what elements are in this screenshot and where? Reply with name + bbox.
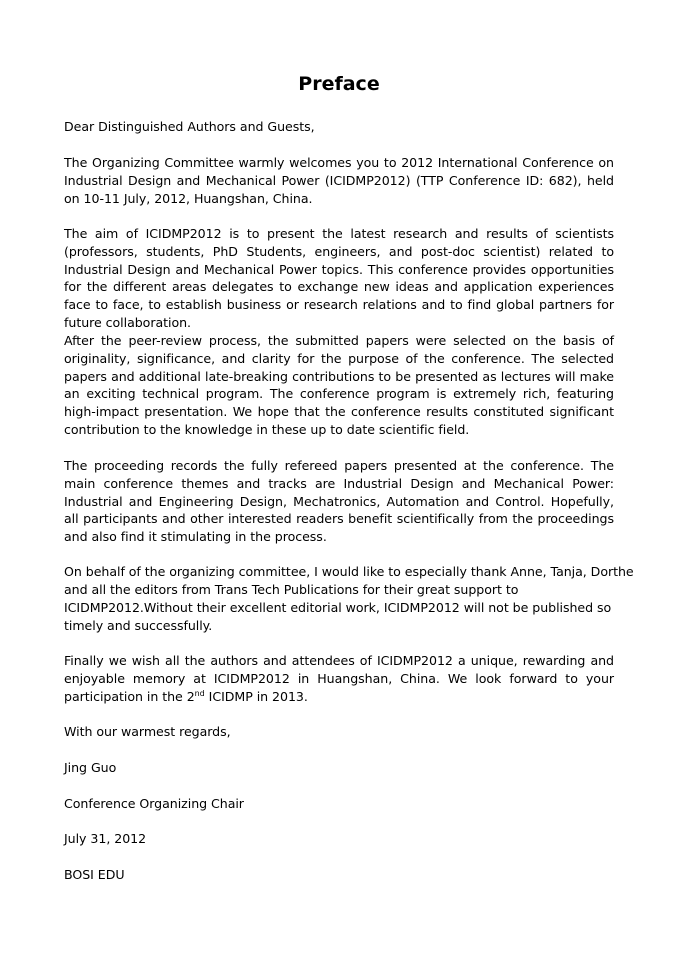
closing-text: Finally we wish all the authors and attendees of ICIDMP2012 a unique, rewarding and enjoyable memory at ICIDMP2012 in Huangshan, China. We look forward to your participation in the 2	[64, 653, 614, 704]
ordinal-suffix: nd	[194, 688, 205, 698]
paragraph-closing	[64, 652, 614, 705]
thanks-line-2: and all the editors from Trans Tech Publications for their great support to	[64, 582, 519, 597]
thanks-line-1: On behalf of the organizing committee, I would like to especially thank Anne, Tanja, Dorthe	[64, 564, 634, 579]
paragraph-welcome: The Organizing Committee warmly welcomes you to 2012 International Conference on Industrial Design and Mechanical Power (ICIDMP2012) (TTP Conference ID: 682), held on 10-11 July, 2012, Huangshan, China.	[64, 155, 614, 206]
signature-role: Conference Organizing Chair	[64, 796, 244, 811]
signature-date: July 31, 2012	[64, 831, 147, 846]
closing-text-end: ICIDMP in 2013.	[204, 688, 308, 704]
paragraph-review-process: After the peer-review process, the submitted papers were selected on the basis of originality, significance, and clarity for the purpose of the conference. The selected papers and additional late-breaking contributions to be presented as lectures will make an exciting technical program. The conference program is extremely rich, featuring high-impact presentation. We hope that the conference results constituted significant contribution to the knowledge in these up to date scientific field.	[64, 333, 614, 437]
salutation: Dear Distinguished Authors and Guests,	[64, 119, 315, 134]
paragraph-aim: The aim of ICIDMP2012 is to present the latest research and results of scientists (professors, students, PhD Students, engineers, and post-doc scientist) related to Industrial Design and Mechanical Power topics. This conference provides opportunities for the different areas delegates to exchange new ideas and application experiences face to face, to establish business or research relations and to find global partners for future collaboration.	[64, 226, 614, 330]
paragraph-proceedings: The proceeding records the fully refereed papers presented at the conference. The main conference themes and tracks are Industrial Design and Mechanical Power: Industrial and Engineering Design, Mechatronics, Automation and Control. Hopefully, all participants and other interested readers benefit scientifically from the proceedings and also find it stimulating in the process.	[64, 458, 614, 545]
thanks-line-3: ICIDMP2012.Without their excellent editorial work, ICIDMP2012 will not be published so	[64, 600, 612, 615]
page-title: Preface	[298, 73, 380, 95]
signature-organization: BOSI EDU	[64, 867, 125, 882]
signature-name: Jing Guo	[64, 760, 117, 775]
thanks-line-4: timely and successfully.	[64, 618, 213, 633]
regards: With our warmest regards,	[64, 724, 231, 739]
